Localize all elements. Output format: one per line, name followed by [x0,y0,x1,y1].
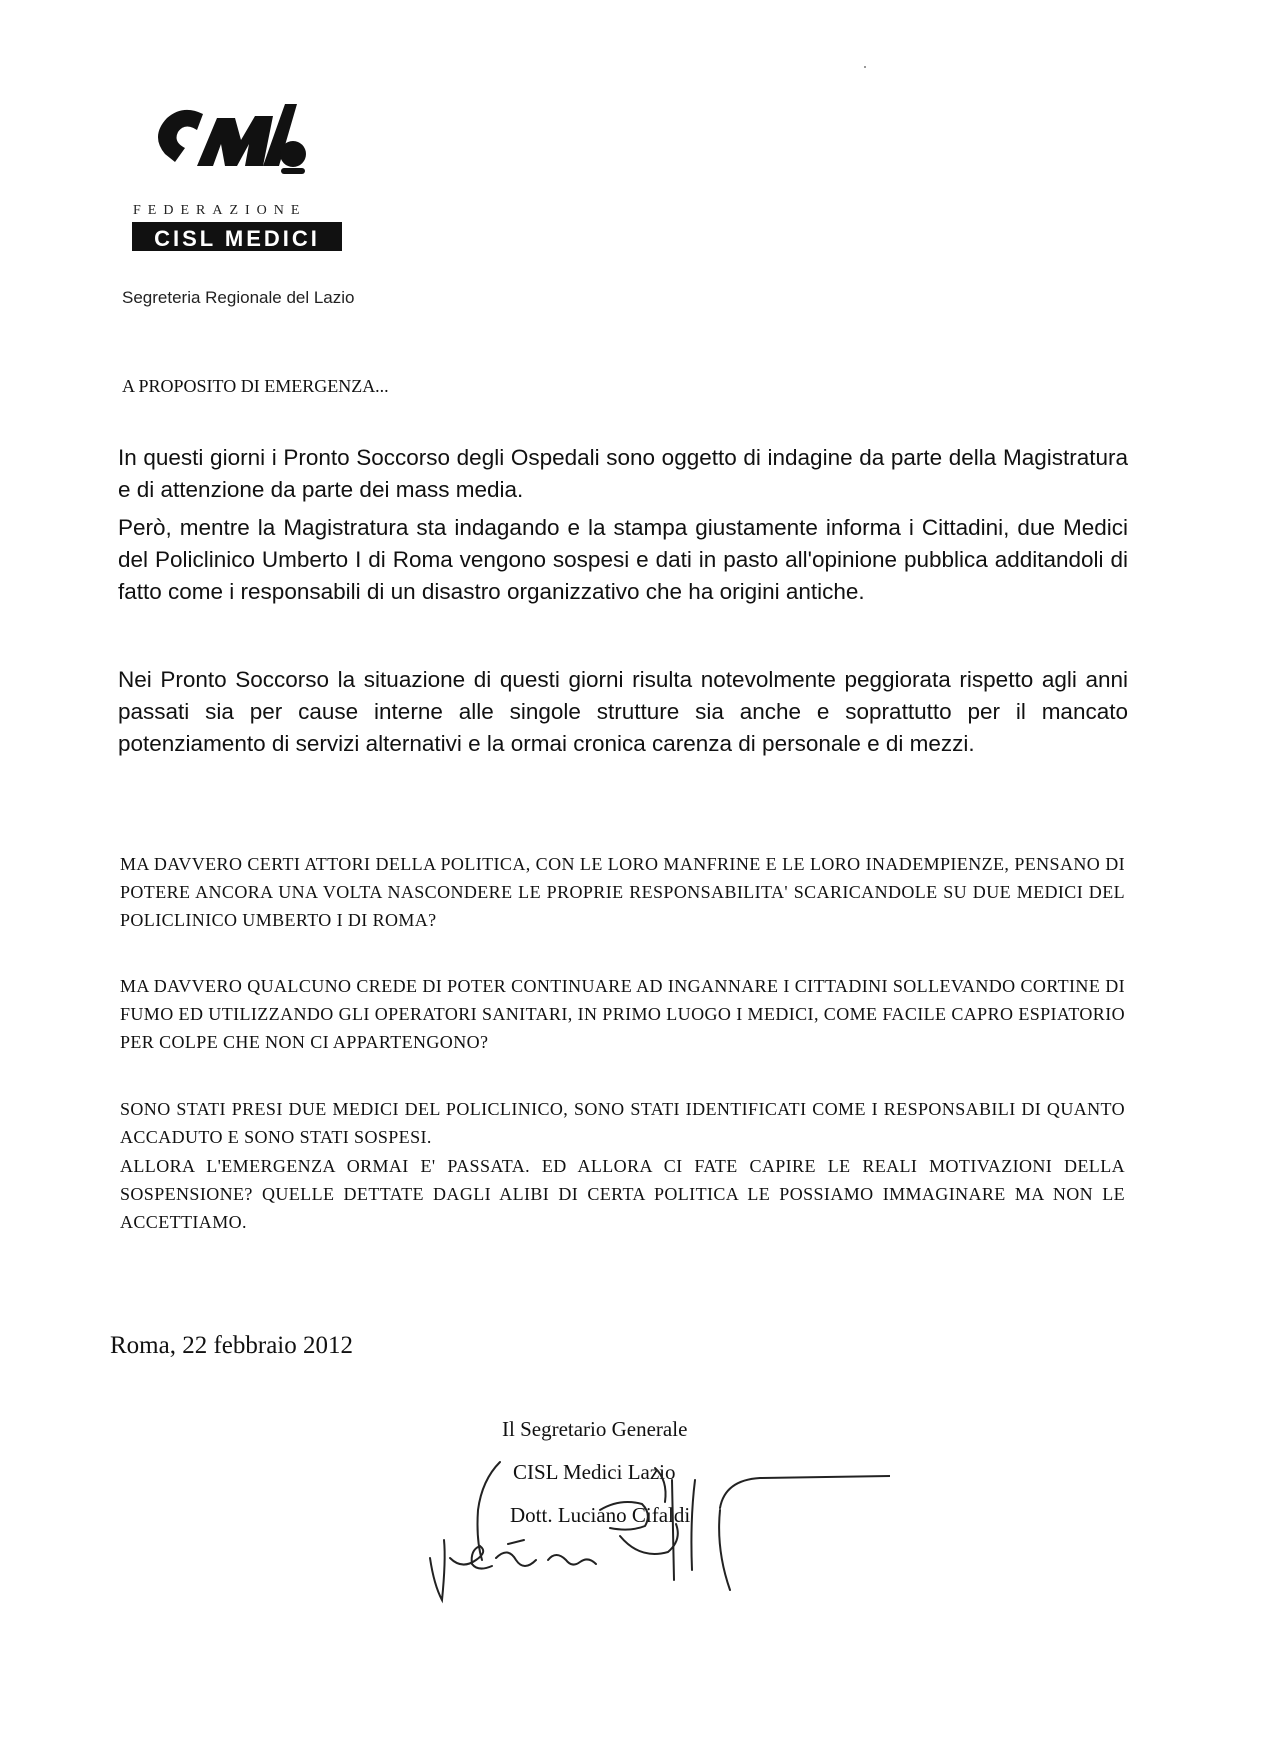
office-name: Segreteria Regionale del Lazio [122,288,355,307]
signatory-role: Il Segretario Generale [502,1417,688,1441]
body-paragraph: In questi giorni i Pronto Soccorso degli Ospedali sono oggetto di indagine da parte della Magistratura e di attenzione da parte dei mass media. [118,445,1128,502]
signatory-organization: CISL Medici Lazio [513,1460,676,1484]
letter-heading: A PROPOSITO DI EMERGENZA... [122,376,389,396]
body-paragraph: Nei Pronto Soccorso la situazione di questi giorni risulta notevolmente peggiorata rispetto agli anni passati sia per cause interne alle singole strutture sia anche e soprattutto per il mancato potenziamento di servizi alternativi e la ormai cronica carenza di personale e di mezzi. [118,667,1128,756]
signatory-name: Dott. Luciano Cifaldi [510,1503,691,1527]
body-paragraph: Però, mentre la Magistratura sta indagando e la stampa giustamente informa i Cittadini, due Medici del Policlinico Umberto I di Roma vengono sospesi e dati in pasto all'opinione pubblica additandoli di fatto come i responsabili di un disastro organizzativo che ha origini antiche. [118,515,1128,604]
statement-paragraph: MA DAVVERO CERTI ATTORI DELLA POLITICA, CON LE LORO MANFRINE E LE LORO INADEMPIENZE, PENSANO DI POTERE ANCORA UNA VOLTA NASCONDERE LE PROPRIE RESPONSABILITA' SCARICANDOLE SU DUE MEDICI DEL POLICLINICO UMBERTO I DI ROMA? [120,854,1125,930]
statement-paragraph: SONO STATI PRESI DUE MEDICI DEL POLICLINICO, SONO STATI IDENTIFICATI COME I RESPONSABILI DI QUANTO ACCADUTO E SONO STATI SOSPESI. [120,1099,1125,1147]
statement-paragraph: ALLORA L'EMERGENZA ORMAI E' PASSATA. ED ALLORA CI FATE CAPIRE LE REALI MOTIVAZIONI DELLA SOSPENSIONE? QUELLE DETTATE DAGLI ALIBI DI CERTA POLITICA LE POSSIAMO IMMAGINARE MA NON LE ACCETTIAMO. [120,1156,1125,1232]
scan-speck [864,66,866,68]
statement-paragraph: MA DAVVERO QUALCUNO CREDE DI POTER CONTINUARE AD INGANNARE I CITTADINI SOLLEVANDO CORTINE DI FUMO ED UTILIZZANDO GLI OPERATORI SANITARI, IN PRIMO LUOGO I MEDICI, COME FACILE CAPRO ESPIATORIO PER COLPE CHE NON CI APPARTENGONO? [120,976,1125,1052]
handwritten-signature-icon [420,1440,890,1610]
logo-banner: CISL MEDICI [132,222,342,251]
logo-subtitle: FEDERAZIONE [133,203,307,218]
cisl-logo-icon [145,96,335,191]
letter-date: Roma, 22 febbraio 2012 [110,1332,354,1359]
